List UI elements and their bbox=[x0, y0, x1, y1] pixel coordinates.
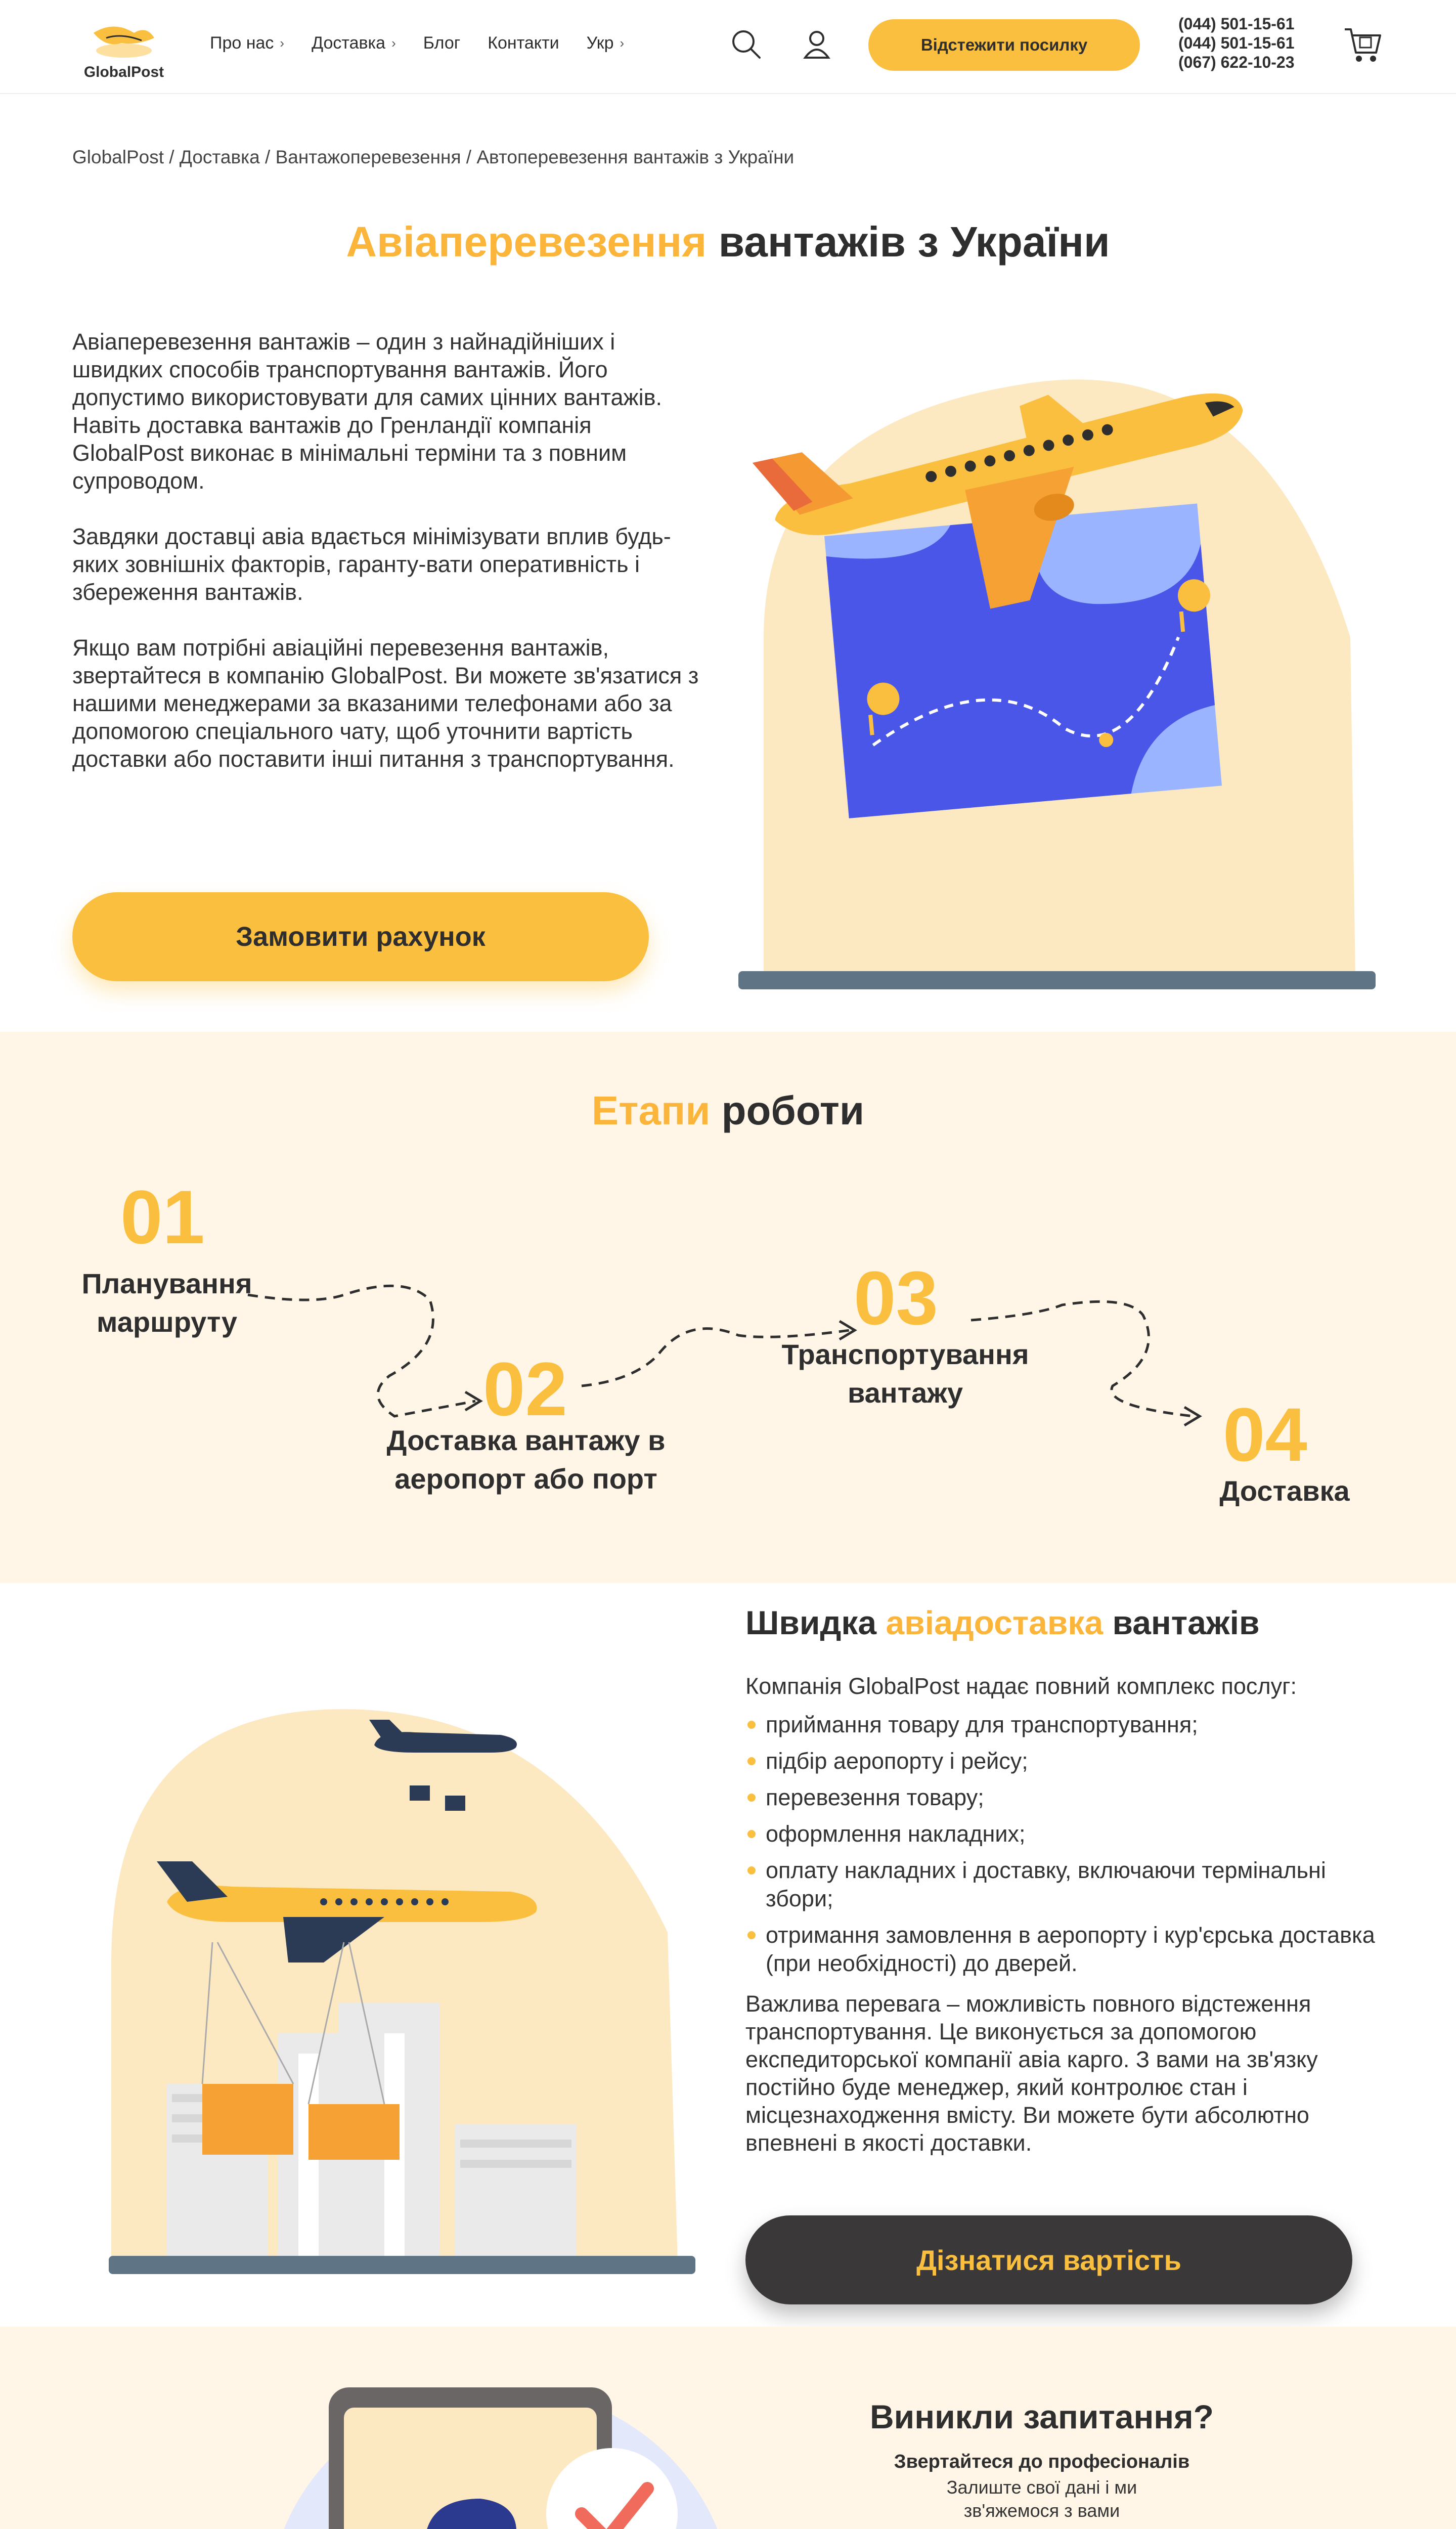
list-item: отримання замовлення в аеропорту і кур'єрська доставка (при необхідності) до дверей. bbox=[745, 1921, 1393, 1978]
logo-bird-icon bbox=[71, 15, 177, 63]
list-item: перевезення товару; bbox=[745, 1783, 1393, 1812]
fast-title-accent: авіадоставка bbox=[886, 1604, 1104, 1641]
fast-title-part: вантажів bbox=[1103, 1604, 1260, 1641]
nav-label: Про нас bbox=[210, 33, 274, 53]
intro-paragraph: Авіаперевезення вантажів – один з найнадійніших і швидких способів транспортування вантажів. Його допустимо використовувати для самих цінних вантажів. Навіть доставка вантажів до Гренландії компанія GlobalPost виконає в мінімальні терміни та з повним супроводом. bbox=[72, 329, 663, 494]
search-icon[interactable] bbox=[728, 26, 764, 62]
track-parcel-button[interactable]: Відстежити посилку bbox=[868, 19, 1140, 71]
nav-label: Доставка bbox=[312, 33, 386, 53]
logo[interactable] bbox=[71, 15, 177, 81]
stages-title-rest: роботи bbox=[710, 1088, 865, 1133]
fast-delivery-lead: Компанія GlobalPost надає повний комплекс послуг: bbox=[745, 1673, 1297, 1699]
intro-paragraph: Якщо вам потрібні авіаційні перевезення вантажів, звертайтеся в компанію GlobalPost. Ви можете зв'язатися з нашими менеджерами за вказаними телефонами або за допомогою спеціального чату, щоб уточнити вартість доставки або поставити інші питання з транспортування. bbox=[72, 635, 699, 772]
contact-subtitle: Звертайтеся до професіоналів bbox=[894, 2451, 1190, 2472]
stage-label: Доставка bbox=[1219, 1475, 1350, 1507]
page-title bbox=[0, 217, 1456, 267]
order-invoice-button[interactable]: Замовити рахунок bbox=[72, 892, 649, 981]
header-phone[interactable]: (044) 501-15-61 bbox=[1178, 34, 1295, 52]
list-item: приймання товару для транспортування; bbox=[745, 1711, 1393, 1739]
stage-label: Транспортування вантажу bbox=[781, 1338, 1029, 1409]
header-phone[interactable]: (044) 501-15-61 bbox=[1178, 15, 1295, 33]
page-title-rest: вантажів з України bbox=[707, 218, 1110, 266]
cargo-plane-illustration bbox=[101, 1649, 698, 2291]
intro-text bbox=[72, 328, 699, 801]
fast-title-part: Швидка bbox=[745, 1604, 886, 1641]
contact-title: Виникли запитання? bbox=[869, 2398, 1214, 2435]
list-item: оплату накладних і доставку, включаючи термінальні збори; bbox=[745, 1856, 1393, 1913]
fast-delivery-title bbox=[745, 1603, 1393, 1642]
intro-paragraph: Завдяки доставці авіа вдається мінімізувати вплив будь-яких зовнішніх факторів, гаранту-вати оперативність і збереження вантажів. bbox=[72, 524, 671, 605]
breadcrumb-cargo[interactable]: Вантажоперевезення bbox=[275, 147, 461, 167]
nav-item-blog[interactable] bbox=[423, 33, 460, 53]
fast-delivery-text bbox=[745, 1603, 1393, 2157]
stages-title-accent: Етапи bbox=[591, 1088, 711, 1133]
stage-label: Доставка вантажу в аеропорт або порт bbox=[386, 1424, 666, 1495]
contact-hint-line: Залиште свої дані і ми bbox=[946, 2477, 1137, 2498]
breadcrumb-current: Автоперевезення вантажів з України bbox=[476, 147, 795, 167]
chevron-right-icon: › bbox=[391, 35, 396, 51]
cart-icon[interactable] bbox=[1343, 24, 1383, 65]
contact-hint-line: зв'яжемося з вами bbox=[963, 2500, 1120, 2521]
nav-item-delivery[interactable] bbox=[312, 33, 396, 53]
header-phones bbox=[1178, 14, 1294, 72]
nav-label: Блог bbox=[423, 33, 461, 53]
stage-number: 03 bbox=[854, 1255, 938, 1340]
language-switcher[interactable] bbox=[587, 33, 625, 53]
chevron-right-icon: › bbox=[280, 35, 285, 51]
contact-form bbox=[850, 2397, 1234, 2529]
header-phone[interactable]: (067) 622-10-23 bbox=[1178, 53, 1295, 71]
list-item: оформлення накладних; bbox=[745, 1820, 1393, 1848]
services-list bbox=[745, 1711, 1393, 1978]
page-title-accent: Авіаперевезення bbox=[346, 218, 707, 266]
contact-hint bbox=[850, 2476, 1234, 2522]
breadcrumb: GlobalPost / Доставка / Вантажоперевезення / Автоперевезення вантажів з України bbox=[72, 147, 795, 167]
nav-label: Контакти bbox=[488, 33, 559, 53]
work-stages-section bbox=[0, 1032, 1456, 1583]
get-price-button[interactable]: Дізнатися вартість bbox=[745, 2215, 1352, 2304]
site-header bbox=[0, 0, 1456, 94]
fast-delivery-note: Важлива перевага – можливість повного відстеження транспортування. Це виконується за допомогою експедиторської компанії авіа карго. З вами на зв'язку постійно буде менеджер, який контролює стан і місцезнаходження вмісту. Ви можете бути абсолютно впевнені в якості доставки. bbox=[745, 1991, 1318, 2156]
list-item: підбір аеропорту і рейсу; bbox=[745, 1747, 1393, 1775]
nav-item-contacts[interactable] bbox=[488, 33, 559, 53]
support-operator-illustration bbox=[217, 2367, 748, 2529]
nav-label: Укр bbox=[586, 33, 614, 53]
breadcrumb-delivery[interactable]: Доставка bbox=[179, 147, 260, 167]
stage-number: 01 bbox=[120, 1174, 205, 1259]
stage-label: Планування маршруту bbox=[81, 1268, 252, 1338]
chevron-right-icon: › bbox=[620, 35, 625, 51]
breadcrumb-home[interactable]: GlobalPost bbox=[72, 147, 164, 167]
main-nav bbox=[210, 33, 624, 53]
user-icon[interactable] bbox=[799, 26, 834, 62]
airplane-map-illustration bbox=[728, 354, 1386, 996]
stage-number: 04 bbox=[1223, 1392, 1307, 1477]
nav-item-about[interactable] bbox=[210, 33, 284, 53]
stage-number: 02 bbox=[483, 1346, 567, 1431]
logo-text: GlobalPost bbox=[83, 64, 164, 80]
